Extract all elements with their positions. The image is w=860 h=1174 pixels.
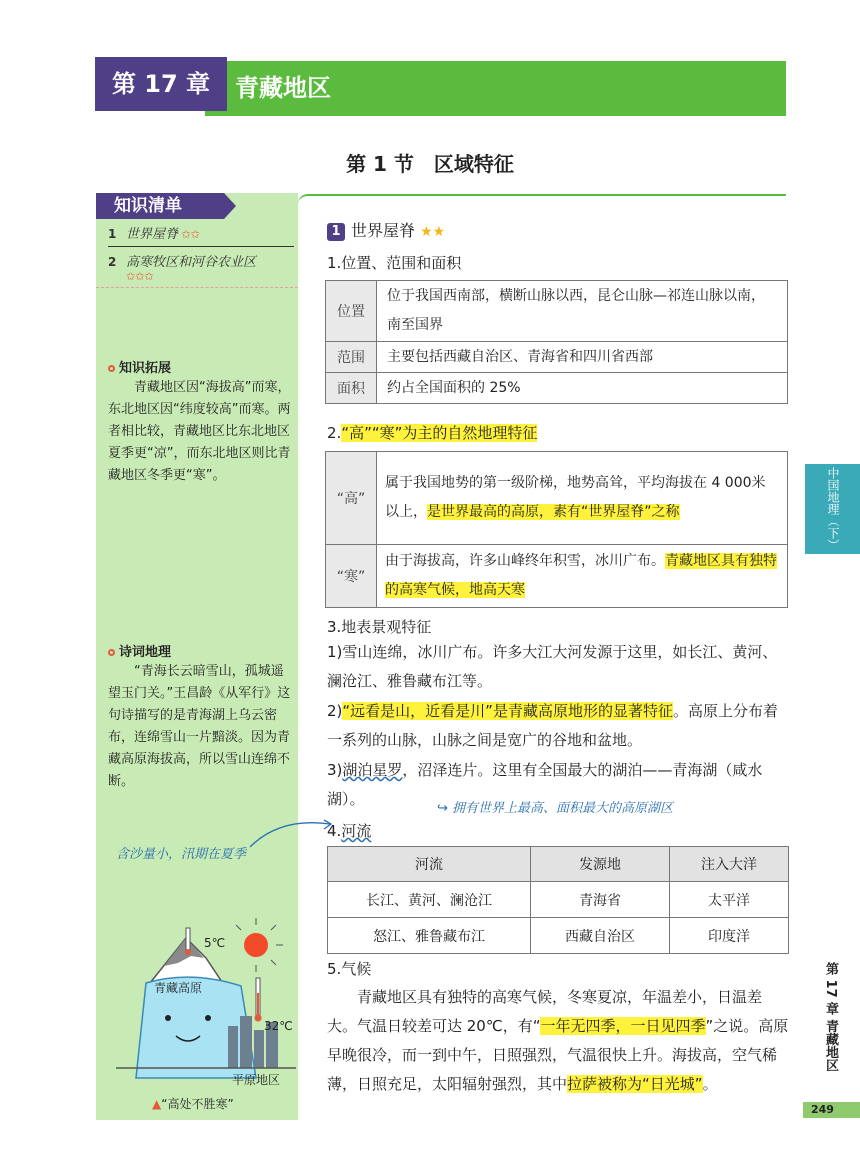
table-row: “寒” 由于海拔高，许多山峰终年积雪，冰川广布。青藏地区具有独特的高寒气候，地高天寒 bbox=[326, 545, 788, 608]
toc-item: 2 高寒牧区和河谷农业区 ✩✩✩ bbox=[108, 246, 294, 283]
main-top-rule bbox=[298, 194, 786, 204]
plain-label: 平原地区 bbox=[232, 1073, 281, 1087]
heading-1: 1 世界屋脊 ★★ bbox=[327, 218, 445, 241]
chapter-label-box bbox=[95, 57, 227, 111]
table-row: 范围 主要包括西藏自治区、青海省和四川省西部 bbox=[326, 342, 788, 373]
table-row: 怒江、雅鲁藏布江 西藏自治区 印度洋 bbox=[328, 918, 789, 954]
poem-title: 诗词地理 bbox=[108, 641, 171, 660]
table-location bbox=[325, 280, 788, 404]
subheading-1: 1.位置、范围和面积 bbox=[327, 254, 462, 272]
annotation-arrow bbox=[240, 812, 340, 852]
divider bbox=[96, 287, 298, 288]
poem-text: “青海长云暗雪山，孤城遥望玉门关。”王昌龄《从军行》这句诗描写的是青海湖上乌云密布，连绵雪山一片黯淡。因为青藏高原海拔高，所以雪山连绵不断。 bbox=[108, 664, 291, 789]
para-5: 青藏地区具有独特的高寒气候，冬寒夏凉，年温差小，日温差大。气温日较差可达 20℃，有“一年无四季，一日见四季”之说。高原早晚很冷，而一到中午，日照强烈，气温很快上升。海拔高，空气稀薄，日照充足，太阳辐射强烈，其中拉萨被称为“日光城”。 bbox=[327, 988, 789, 1093]
table-rivers bbox=[327, 846, 789, 954]
chapter-title: 青藏地区 bbox=[235, 74, 331, 102]
subheading-4: 4.河流 bbox=[327, 822, 372, 840]
page-number: 249 bbox=[803, 1102, 860, 1118]
plateau-illustration bbox=[116, 908, 296, 1088]
section-title: 第 1 节 区域特征 bbox=[346, 152, 514, 176]
ext-title: 知识拓展 bbox=[108, 357, 171, 376]
chapter-label: 第 17 章 bbox=[111, 70, 211, 98]
table-features bbox=[325, 451, 788, 608]
toc-item: 1 世界屋脊 ✩✩ bbox=[108, 227, 200, 242]
chapter-banner bbox=[95, 57, 786, 117]
table-row: 面积 约占全国面积的 25% bbox=[326, 373, 788, 404]
plateau-label: 青藏高原 bbox=[154, 981, 203, 995]
para-1: 1)雪山连绵，冰川广布。许多大江大河发源于这里，如长江、黄河、澜沧江、雅鲁藏布江等。 bbox=[327, 643, 778, 690]
table-row: 长江、黄河、澜沧江 青海省 太平洋 bbox=[328, 882, 789, 918]
handwritten-note: 含沙量小，汛期在夏季 bbox=[116, 847, 247, 862]
table-row: 位置 位于我国西南部，横断山脉以西，昆仑山脉—祁连山脉以南，南至国界 bbox=[326, 281, 788, 342]
para-2: 2)“远看是山，近看是川”是青藏高原地形的显著特征。高原上分布着一系列的山脉，山脉之间是宽广的谷地和盆地。 bbox=[327, 702, 778, 749]
table-row: “高” 属于我国地势的第一级阶梯，地势高耸，平均海拔在 4 000米以上，是世界最高的高原，素有“世界屋脊”之称 bbox=[326, 452, 788, 545]
temp-bottom: 32℃ bbox=[264, 1019, 293, 1033]
ext-text: 青藏地区因“海拔高”而寒，东北地区因“纬度较高”而寒。两者相比较，青藏地区比东北地区夏季更“凉”，而东北地区则比青藏地区冬季更“寒”。 bbox=[108, 380, 291, 483]
annotation-lake: ↪ 拥有世界上最高、面积最大的高原湖区 bbox=[437, 801, 674, 816]
star-icon: ★★ bbox=[420, 224, 446, 240]
knowledge-sidebar bbox=[96, 193, 298, 1120]
sidebar-head: 知识清单 bbox=[96, 193, 224, 219]
subheading-5: 5.气候 bbox=[327, 960, 372, 978]
table-row: 河流 发源地 注入大洋 bbox=[328, 847, 789, 882]
temp-top: 5℃ bbox=[204, 936, 226, 950]
subheading-3: 3.地表景观特征 bbox=[327, 618, 432, 636]
side-tab: 中国地理（下） bbox=[805, 464, 860, 554]
chapter-vertical-label: 第 17 章 青藏地区 bbox=[823, 962, 838, 1072]
para-3: 3)湖泊星罗，沼泽连片。这里有全国最大的湖泊——青海湖（咸水湖）。 bbox=[327, 761, 763, 808]
illus-caption: ▲“高处不胜寒” bbox=[152, 1097, 234, 1111]
subheading-2: 2.“高”“寒”为主的自然地理特征 bbox=[327, 424, 538, 442]
